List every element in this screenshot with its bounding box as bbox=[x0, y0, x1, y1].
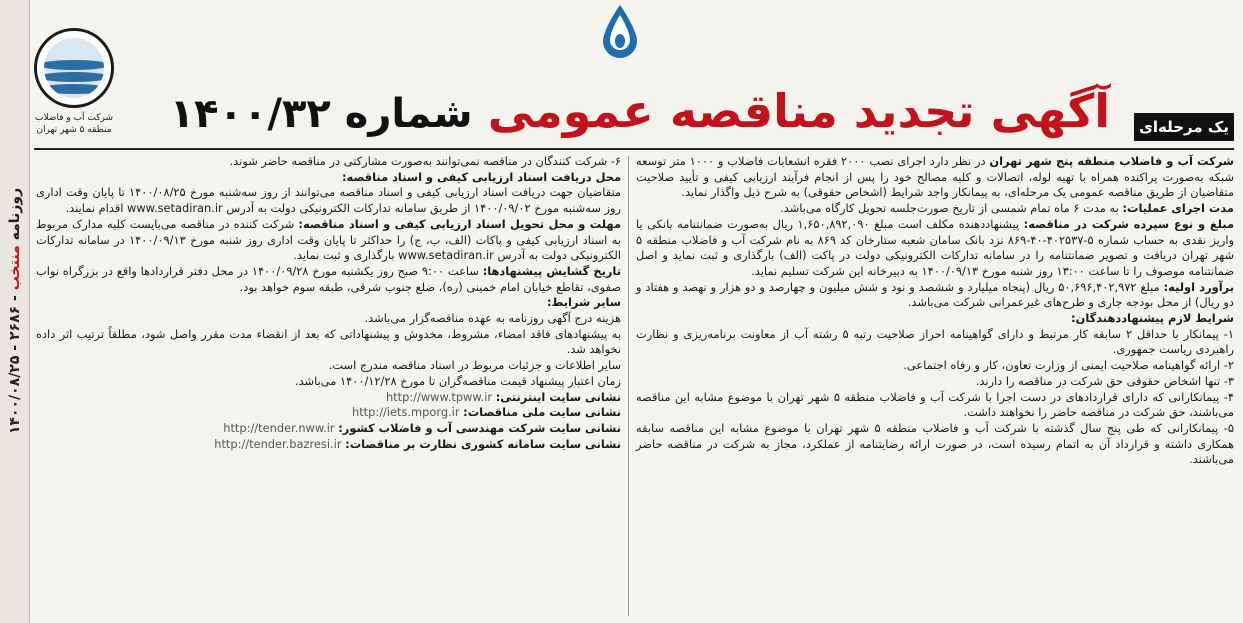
condition-item: ۳- تنها اشخاص حقوقی حق شرکت در مناقصه را دارند. bbox=[975, 373, 1234, 388]
condition-item: ۱- پیمانکار با حداقل ۲ سابقه کار مرتبط و دارای گواهینامه احراز صلاحیت رتبه ۵ رشته آب از معاونت برنامه‌ریزی و نظارت راهبردی ریاست جمهوری. bbox=[636, 326, 1234, 357]
tender-number: شماره ۱۴۰۰/۳۲ bbox=[169, 91, 473, 137]
water-logo-icon bbox=[44, 38, 104, 98]
site-link[interactable]: http://tender.nww.ir bbox=[223, 420, 335, 435]
site-row: نشانی سایت سامانه کشوری نظارت بر مناقصات: http://tender.bazresi.ir bbox=[214, 436, 621, 451]
intro-paragraph: شرکت آب و فاضلاب منطقه پنج شهر تهران در نظر دارد اجرای نصب ۲۰۰۰ فقره انشعابات فاضلاب و ۱۰۰۰ متر توسعه شبکه به‌صورت پراکنده همراه با تهیه لوله، اتصالات و کلیه مصالح خود را پس از انجام فرآیند ارزیابی کیفی و تأیید صلاحیت متقاضیان از طریق مناقصه عمومی یک مرحله‌ای، به پیمانکار واجد شرایط (اشخاص حقوقی) به شرح ذیل واگذار نماید. bbox=[636, 154, 1234, 200]
site-row: نشانی سایت ملی مناقصات: http://iets.mporg.ir bbox=[351, 405, 621, 420]
guarantee-paragraph: مبلغ و نوع سپرده شرکت در مناقصه: پیشنهاددهنده مکلف است مبلغ ۱,۶۵۰,۸۹۲,۰۹۰ ریال به‌صورت ضمانتنامه بانکی یا واریز نقدی به حساب شماره ۵-۴۰۲۵۳۷-۴۰-۸۶۹ نزد بانک سامان شعبه ستارخان کد ۸۶۹ به نام شرکت آب و فاضلاب منطقه ۵ شهر تهران دریافت و تصویر ضمانتنامه را در سامانه تدارکات الکترونیکی دولت در پاکت (الف) بارگذاری و ثبت نماید و اصل ضمانتنامه موصوف را تا ساعت ۱۳:۰۰ روز شنبه مورخ ۱۴۰۰/۰۹/۱۳ به دبیرخانه این شرکت تسلیم نماید. bbox=[636, 216, 1235, 278]
receive-docs-heading: محل دریافت اسناد ارزیابی کیفی و اسناد مناقصه: bbox=[342, 169, 621, 184]
site-row: نشانی سایت اینترنتی: http://www.tpww.ir bbox=[385, 389, 621, 404]
logo-org-name: شرکت آب و فاضلاب منطقه ۵ شهر تهران bbox=[34, 113, 114, 135]
other-condition-item: به پیشنهادهای فاقد امضاء، مشروط، مخدوش و پیشنهاداتی که بعد از انقضاء مدت مقرر واصل شود، مطلقاً ترتیب اثر داده نخواهد شد. bbox=[36, 326, 621, 357]
other-condition-item: زمان اعتبار پیشنهاد قیمت مناقصه‌گران تا مورخ ۱۴۰۰/۱۲/۲۸ می‌باشد. bbox=[294, 373, 621, 388]
paper-brand: منتخب bbox=[7, 245, 23, 291]
newspaper-issue-label bbox=[7, 11, 23, 611]
duration-paragraph: مدت اجرای عملیات: به مدت ۶ ماه تمام شمسی از تاریخ صورت‌جلسه تحویل کارگاه می‌باشد. bbox=[780, 201, 1234, 216]
header-divider bbox=[34, 148, 1234, 150]
opening-paragraph: تاریخ گشایش پیشنهادها: ساعت ۹:۰۰ صبح روز یکشنبه مورخ ۱۴۰۰/۰۹/۲۸ در محل دفتر قراردادها واقع در بزرگراه نواب صفوی، تقاطع خیابان امام خمینی (ره)، ضلع جنوب شرقی، طبقه سوم خواهد بود. bbox=[36, 263, 621, 294]
ad-title-main: آگهی تجدید مناقصه عمومی bbox=[487, 84, 1110, 138]
water-drop-icon bbox=[600, 3, 640, 61]
ad-title bbox=[150, 84, 1110, 144]
estimate-paragraph: برآورد اولیه: مبلغ ۵۰,۶۹۶,۴۰۲,۹۷۲ ریال (پنجاه میلیارد و ششصد و نود و شش میلیون و چهارصد و دو هزار و نهصد و هفتاد و دو ریال) از محل بودجه جاری و طرح‌های غیرعمرانی شرکت می‌باشد. bbox=[636, 279, 1234, 310]
condition-item: ۲- ارائه گواهینامه صلاحیت ایمنی از وزارت تعاون، کار و رفاه اجتماعی. bbox=[903, 358, 1234, 373]
company-logo bbox=[34, 28, 114, 108]
site-row: نشانی سایت شرکت مهندسی آب و فاضلاب کشور: http://tender.nww.ir bbox=[223, 420, 621, 435]
stage-badge: یک مرحله‌ای bbox=[1134, 113, 1234, 141]
other-condition-item: سایر اطلاعات و جزئیات مربوط در اسناد مناقصه مندرج است. bbox=[328, 358, 621, 373]
newspaper-side-strip bbox=[0, 0, 30, 623]
site-link[interactable]: http://tender.bazresi.ir bbox=[214, 436, 342, 451]
other-conditions-heading: سایر شرایط: bbox=[546, 295, 621, 310]
right-column bbox=[636, 154, 1234, 468]
site-link[interactable]: http://www.tpww.ir bbox=[385, 389, 493, 404]
condition-item: ۴- پیمانکارانی که دارای قراردادهای در دست اجرا با شرکت آب و فاضلاب منطقه ۵ شهر تهران با موضوع مشابه این مناقصه می‌باشند، حق شرکت در مناقصه حاضر را نخواهند داشت. bbox=[636, 389, 1234, 420]
issue-info: - ۲۶۸۶ - ۱۴۰۰/۰۸/۲۵ bbox=[7, 295, 23, 435]
column-divider bbox=[628, 156, 629, 616]
paper-prefix: روزنامه bbox=[7, 187, 23, 241]
receive-docs-text: متقاضیان جهت دریافت اسناد ارزیابی کیفی و اسناد مناقصه می‌توانند از روز سه‌شنبه مورخ ۱۴۰۰/۰۸/۲۵ تا پایان وقت اداری روز سه‌شنبه مورخ ۱۴۰۰/۰۹/۰۲ از طریق سامانه تدارکات الکترونیکی دولت به آدرس www.setadiran.ir اقدام نمایند. bbox=[36, 185, 621, 216]
condition-item-6: ۶- شرکت کنندگان در مناقصه نمی‌توانند به‌صورت مشارکتی در مناقصه حاضر شوند. bbox=[229, 154, 621, 168]
site-link[interactable]: http://iets.mporg.ir bbox=[351, 405, 460, 420]
conditions-heading: شرایط لازم پیشنهاددهندگان: bbox=[1071, 311, 1234, 326]
condition-item: ۵- پیمانکارانی که طی پنج سال گذشته با شرکت آب و فاضلاب منطقه ۵ شهر تهران با موضوع مشابه این مناقصه سابقه همکاری داشته و قرارداد آن به اتمام رسیده است، در صورت ارائه رضایتنامه از عملکرد، مجاز به شرکت در مناقصه حاضر می‌باشند. bbox=[636, 420, 1234, 467]
left-column bbox=[36, 154, 621, 452]
deadline-paragraph: مهلت و محل تحویل اسناد ارزیابی کیفی و اسناد مناقصه: شرکت کننده در مناقصه می‌بایست کلیه مدارک مربوط به اسناد ارزیابی کیفی و پاکات (الف، ب، ج) را حداکثر تا پایان وقت اداری روز شنبه مورخ ۱۴۰۰/۰۹/۱۳ در سامانه تدارکات الکترونیکی دولت به آدرس www.setadiran.ir بارگذاری و ثبت نماید. bbox=[36, 216, 621, 263]
other-condition-item: هزینه درج آگهی روزنامه به عهده مناقصه‌گزار می‌باشد. bbox=[364, 311, 621, 326]
